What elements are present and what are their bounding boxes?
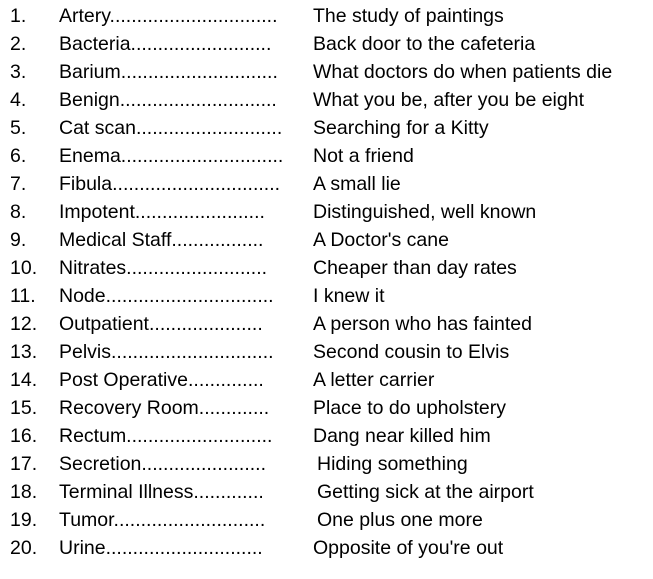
item-number: 3.: [10, 61, 27, 83]
item-term: Node...............................: [59, 285, 274, 307]
item-term: Tumor............................: [59, 509, 266, 531]
item-definition: Distinguished, well known: [313, 201, 537, 223]
item-term: Fibula...............................: [59, 173, 281, 195]
item-number: 5.: [10, 117, 27, 139]
item-number: 15.: [10, 397, 38, 419]
item-term: Cat scan...........................: [59, 117, 283, 139]
item-term: Artery...............................: [59, 5, 278, 27]
list-item: [0, 30, 653, 58]
item-definition: Opposite of you're out: [313, 537, 504, 559]
item-definition: I knew it: [313, 285, 385, 307]
list-item: [0, 198, 653, 226]
item-number: 13.: [10, 341, 38, 363]
list-item: [0, 114, 653, 142]
item-number: 8.: [10, 201, 27, 223]
item-definition: Back door to the cafeteria: [313, 33, 536, 55]
item-term: Rectum...........................: [59, 425, 273, 447]
list-item: [0, 506, 653, 534]
item-definition: Not a friend: [313, 145, 414, 167]
item-term: Outpatient.....................: [59, 313, 263, 335]
item-definition: Dang near killed him: [313, 425, 491, 447]
item-definition: The study of paintings: [313, 5, 504, 27]
item-definition: Cheaper than day rates: [313, 257, 517, 279]
item-number: 9.: [10, 229, 27, 251]
list-item: [0, 366, 653, 394]
list-item: [0, 170, 653, 198]
list-item: [0, 254, 653, 282]
item-definition: A Doctor's cane: [313, 229, 449, 251]
item-term: Impotent........................: [59, 201, 265, 223]
item-number: 14.: [10, 369, 38, 391]
item-number: 1.: [10, 5, 27, 27]
list-item: [0, 422, 653, 450]
item-term: Benign.............................: [59, 89, 277, 111]
list-item: [0, 310, 653, 338]
item-definition: What doctors do when patients die: [313, 61, 613, 83]
item-term: Pelvis..............................: [59, 341, 274, 363]
item-definition: A person who has fainted: [313, 313, 532, 335]
item-definition: Hiding something: [317, 453, 468, 475]
list-item: [0, 338, 653, 366]
item-number: 18.: [10, 481, 38, 503]
item-definition: A letter carrier: [313, 369, 435, 391]
item-term: Enema..............................: [59, 145, 284, 167]
list-item: [0, 394, 653, 422]
item-term: Medical Staff.................: [59, 229, 264, 251]
item-definition: One plus one more: [317, 509, 483, 531]
item-number: 7.: [10, 173, 27, 195]
item-number: 19.: [10, 509, 38, 531]
item-term: Barium.............................: [59, 61, 278, 83]
list-item: [0, 226, 653, 254]
item-term: Recovery Room.............: [59, 397, 270, 419]
list-item: [0, 2, 653, 30]
item-definition: Searching for a Kitty: [313, 117, 489, 139]
item-term: Bacteria..........................: [59, 33, 272, 55]
item-term: Post Operative..............: [59, 369, 264, 391]
list-item: [0, 534, 653, 562]
item-number: 6.: [10, 145, 27, 167]
item-number: 10.: [10, 257, 38, 279]
item-number: 2.: [10, 33, 27, 55]
item-definition: Getting sick at the airport: [317, 481, 534, 503]
item-number: 20.: [10, 537, 38, 559]
list-item: [0, 142, 653, 170]
list-item: [0, 450, 653, 478]
list-item: [0, 478, 653, 506]
item-term: Terminal Illness.............: [59, 481, 264, 503]
item-number: 11.: [10, 285, 36, 307]
item-number: 4.: [10, 89, 27, 111]
item-definition: Second cousin to Elvis: [313, 341, 510, 363]
item-number: 16.: [10, 425, 38, 447]
item-definition: Place to do upholstery: [313, 397, 506, 419]
medical-terms-list: [0, 2, 653, 562]
list-item: [0, 58, 653, 86]
list-item: [0, 86, 653, 114]
item-number: 12.: [10, 313, 38, 335]
item-term: Nitrates..........................: [59, 257, 268, 279]
item-number: 17.: [10, 453, 38, 475]
item-definition: A small lie: [313, 173, 401, 195]
item-term: Urine.............................: [59, 537, 263, 559]
list-item: [0, 282, 653, 310]
item-term: Secretion.......................: [59, 453, 266, 475]
item-definition: What you be, after you be eight: [313, 89, 585, 111]
